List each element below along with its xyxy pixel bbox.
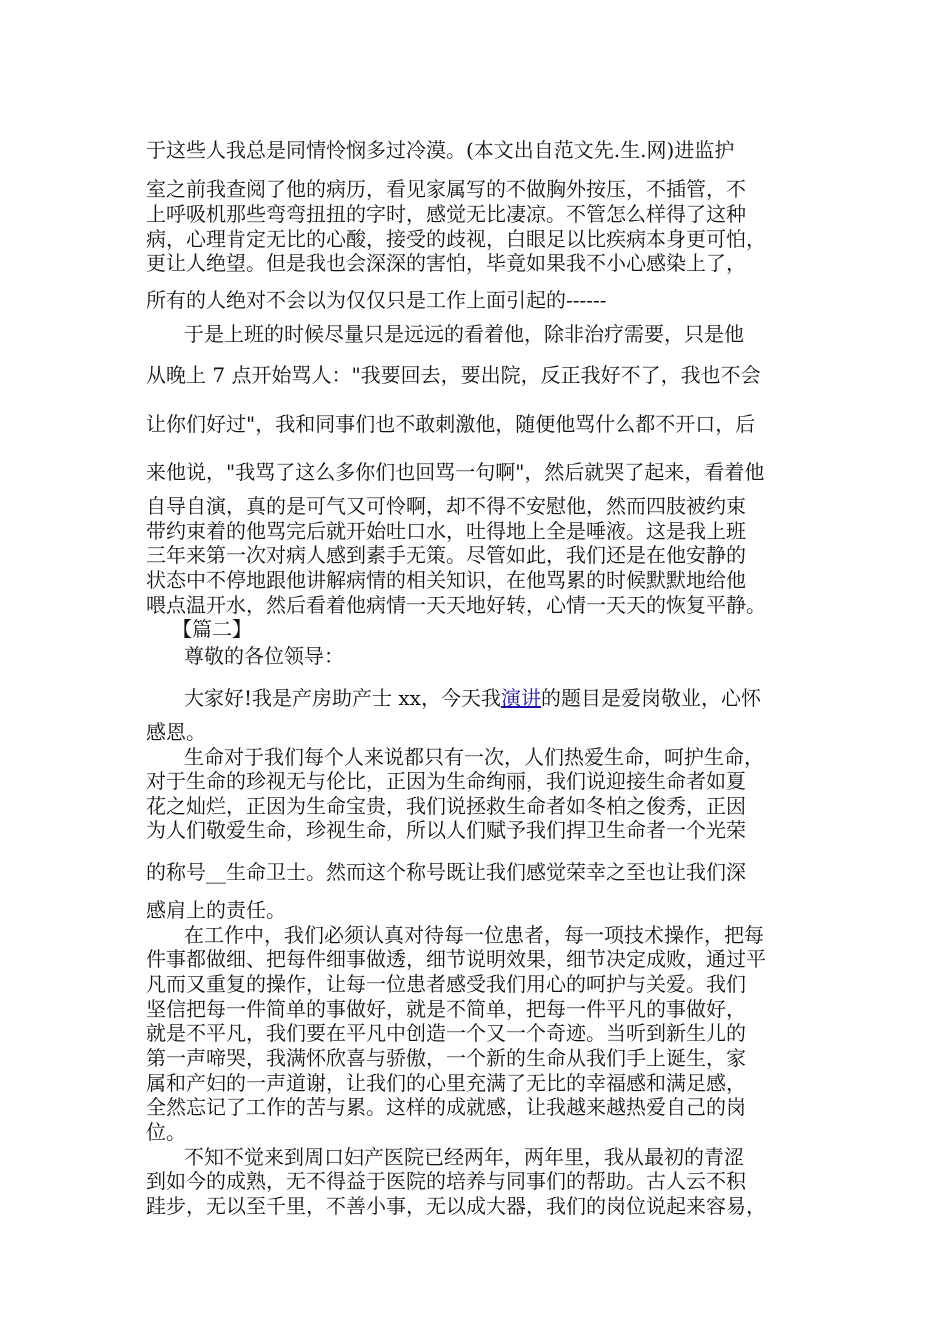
paragraph-line: 花之灿烂，正因为生命宝贵，我们说拯救生命者如冬柏之俊秀，正因 <box>146 794 746 818</box>
paragraph-line: 到如今的成熟，无不得益于医院的培养与同事们的帮助。古人云不积 <box>146 1169 746 1193</box>
paragraph-line: 对于生命的珍视无与伦比，正因为生命绚丽，我们说迎接生命者如夏 <box>146 769 746 793</box>
paragraph-line: 自导自演，真的是可气又可怜啊，却不得不安慰他，然而四肢被约束 <box>146 494 746 518</box>
paragraph-line: 生命对于我们每个人来说都只有一次，人们热爱生命，呵护生命， <box>184 745 764 769</box>
paragraph-line: 为人们敬爱生命，珍视生命，所以人们赋予我们捍卫生命者一个光荣 <box>146 818 746 842</box>
paragraph-line: 带约束着的他骂完后就开始吐口水，吐得地上全是唾液。这是我上班 <box>146 519 746 543</box>
paragraph-line: 全然忘记了工作的苦与累。这样的成就感，让我越来越热爱自己的岗 <box>146 1095 746 1119</box>
paragraph-line: 室之前我查阅了他的病历，看见家属写的不做胸外按压，不插管，不 <box>146 177 746 201</box>
paragraph-line: 更让人绝望。但是我也会深深的害怕，毕竟如果我不小心感染上了， <box>146 251 746 275</box>
paragraph-line: 就是不平凡，我们要在平凡中创造一个又一个奇迹。当听到新生儿的 <box>146 1021 746 1045</box>
paragraph-line: 状态中不停地跟他讲解病情的相关知识，在他骂累的时候默默地给他 <box>146 568 746 592</box>
paragraph-line: 于是上班的时候尽量只是远远的看着他，除非治疗需要，只是他 <box>184 322 744 346</box>
paragraph-line: 于这些人我总是同情怜悯多过冷漠。(本文出自范文先.生.网)进监护 <box>146 138 735 162</box>
paragraph-line: 感恩。 <box>146 720 206 744</box>
section-heading: 【篇二】 <box>172 617 252 641</box>
paragraph-line: 属和产妇的一声道谢，让我们的心里充满了无比的幸福感和满足感， <box>146 1071 746 1095</box>
paragraph-line: 感肩上的责任。 <box>146 898 286 922</box>
paragraph-line: 凡而又重复的操作，让每一位患者感受我们用心的呵护与关爱。我们 <box>146 972 746 996</box>
paragraph-line: 的称号__生命卫士。然而这个称号既让我们感觉荣幸之至也让我们深 <box>146 860 746 884</box>
paragraph-line: 位。 <box>146 1120 186 1144</box>
paragraph-line: 跬步，无以至千里，不善小事，无以成大器，我们的岗位说起来容易， <box>146 1194 766 1218</box>
paragraph-line: 从晚上 7 点开始骂人："我要回去，要出院，反正我好不了，我也不会 <box>146 363 761 387</box>
paragraph-line: 第一声啼哭，我满怀欣喜与骄傲，一个新的生命从我们手上诞生，家 <box>146 1046 746 1070</box>
salutation: 尊敬的各位领导： <box>184 644 344 668</box>
paragraph-line: 喂点温开水，然后看着他病情一天天地好转，心情一天天的恢复平静。 <box>146 593 766 617</box>
greeting-line <box>184 684 810 712</box>
paragraph-line: 病，心理肯定无比的心酸，接受的歧视，白眼足以比疾病本身更可怕， <box>146 227 766 251</box>
paragraph-line: 在工作中，我们必须认真对待每一位患者，每一项技术操作，把每 <box>184 923 764 947</box>
paragraph-line: 来他说，"我骂了这么多你们也回骂一句啊"，然后就哭了起来，看着他 <box>146 460 765 484</box>
greeting-text-before: 大家好!我是产房助产士 xx，今天我 <box>184 686 501 710</box>
paragraph-line: 让你们好过"，我和同事们也不敢刺激他，随便他骂什么都不开口，后 <box>146 412 756 436</box>
paragraph-line: 所有的人绝对不会以为仅仅只是工作上面引起的------ <box>146 288 607 312</box>
speech-link[interactable]: 演讲 <box>500 686 541 710</box>
paragraph-line: 三年来第一次对病人感到素手无策。尽管如此，我们还是在他安静的 <box>146 543 746 567</box>
greeting-text-after: 的题目是爱岗敬业，心怀 <box>540 686 761 710</box>
paragraph-line: 不知不觉来到周口妇产医院已经两年，两年里，我从最初的青涩 <box>184 1145 744 1169</box>
paragraph-line: 上呼吸机那些弯弯扭扭的字时，感觉无比凄凉。不管怎么样得了这种 <box>146 202 746 226</box>
paragraph-line: 件事都做细、把每件细事做透，细节说明效果，细节决定成败，通过平 <box>146 947 766 971</box>
paragraph-line: 坚信把每一件简单的事做好，就是不简单，把每一件平凡的事做好， <box>146 997 746 1021</box>
